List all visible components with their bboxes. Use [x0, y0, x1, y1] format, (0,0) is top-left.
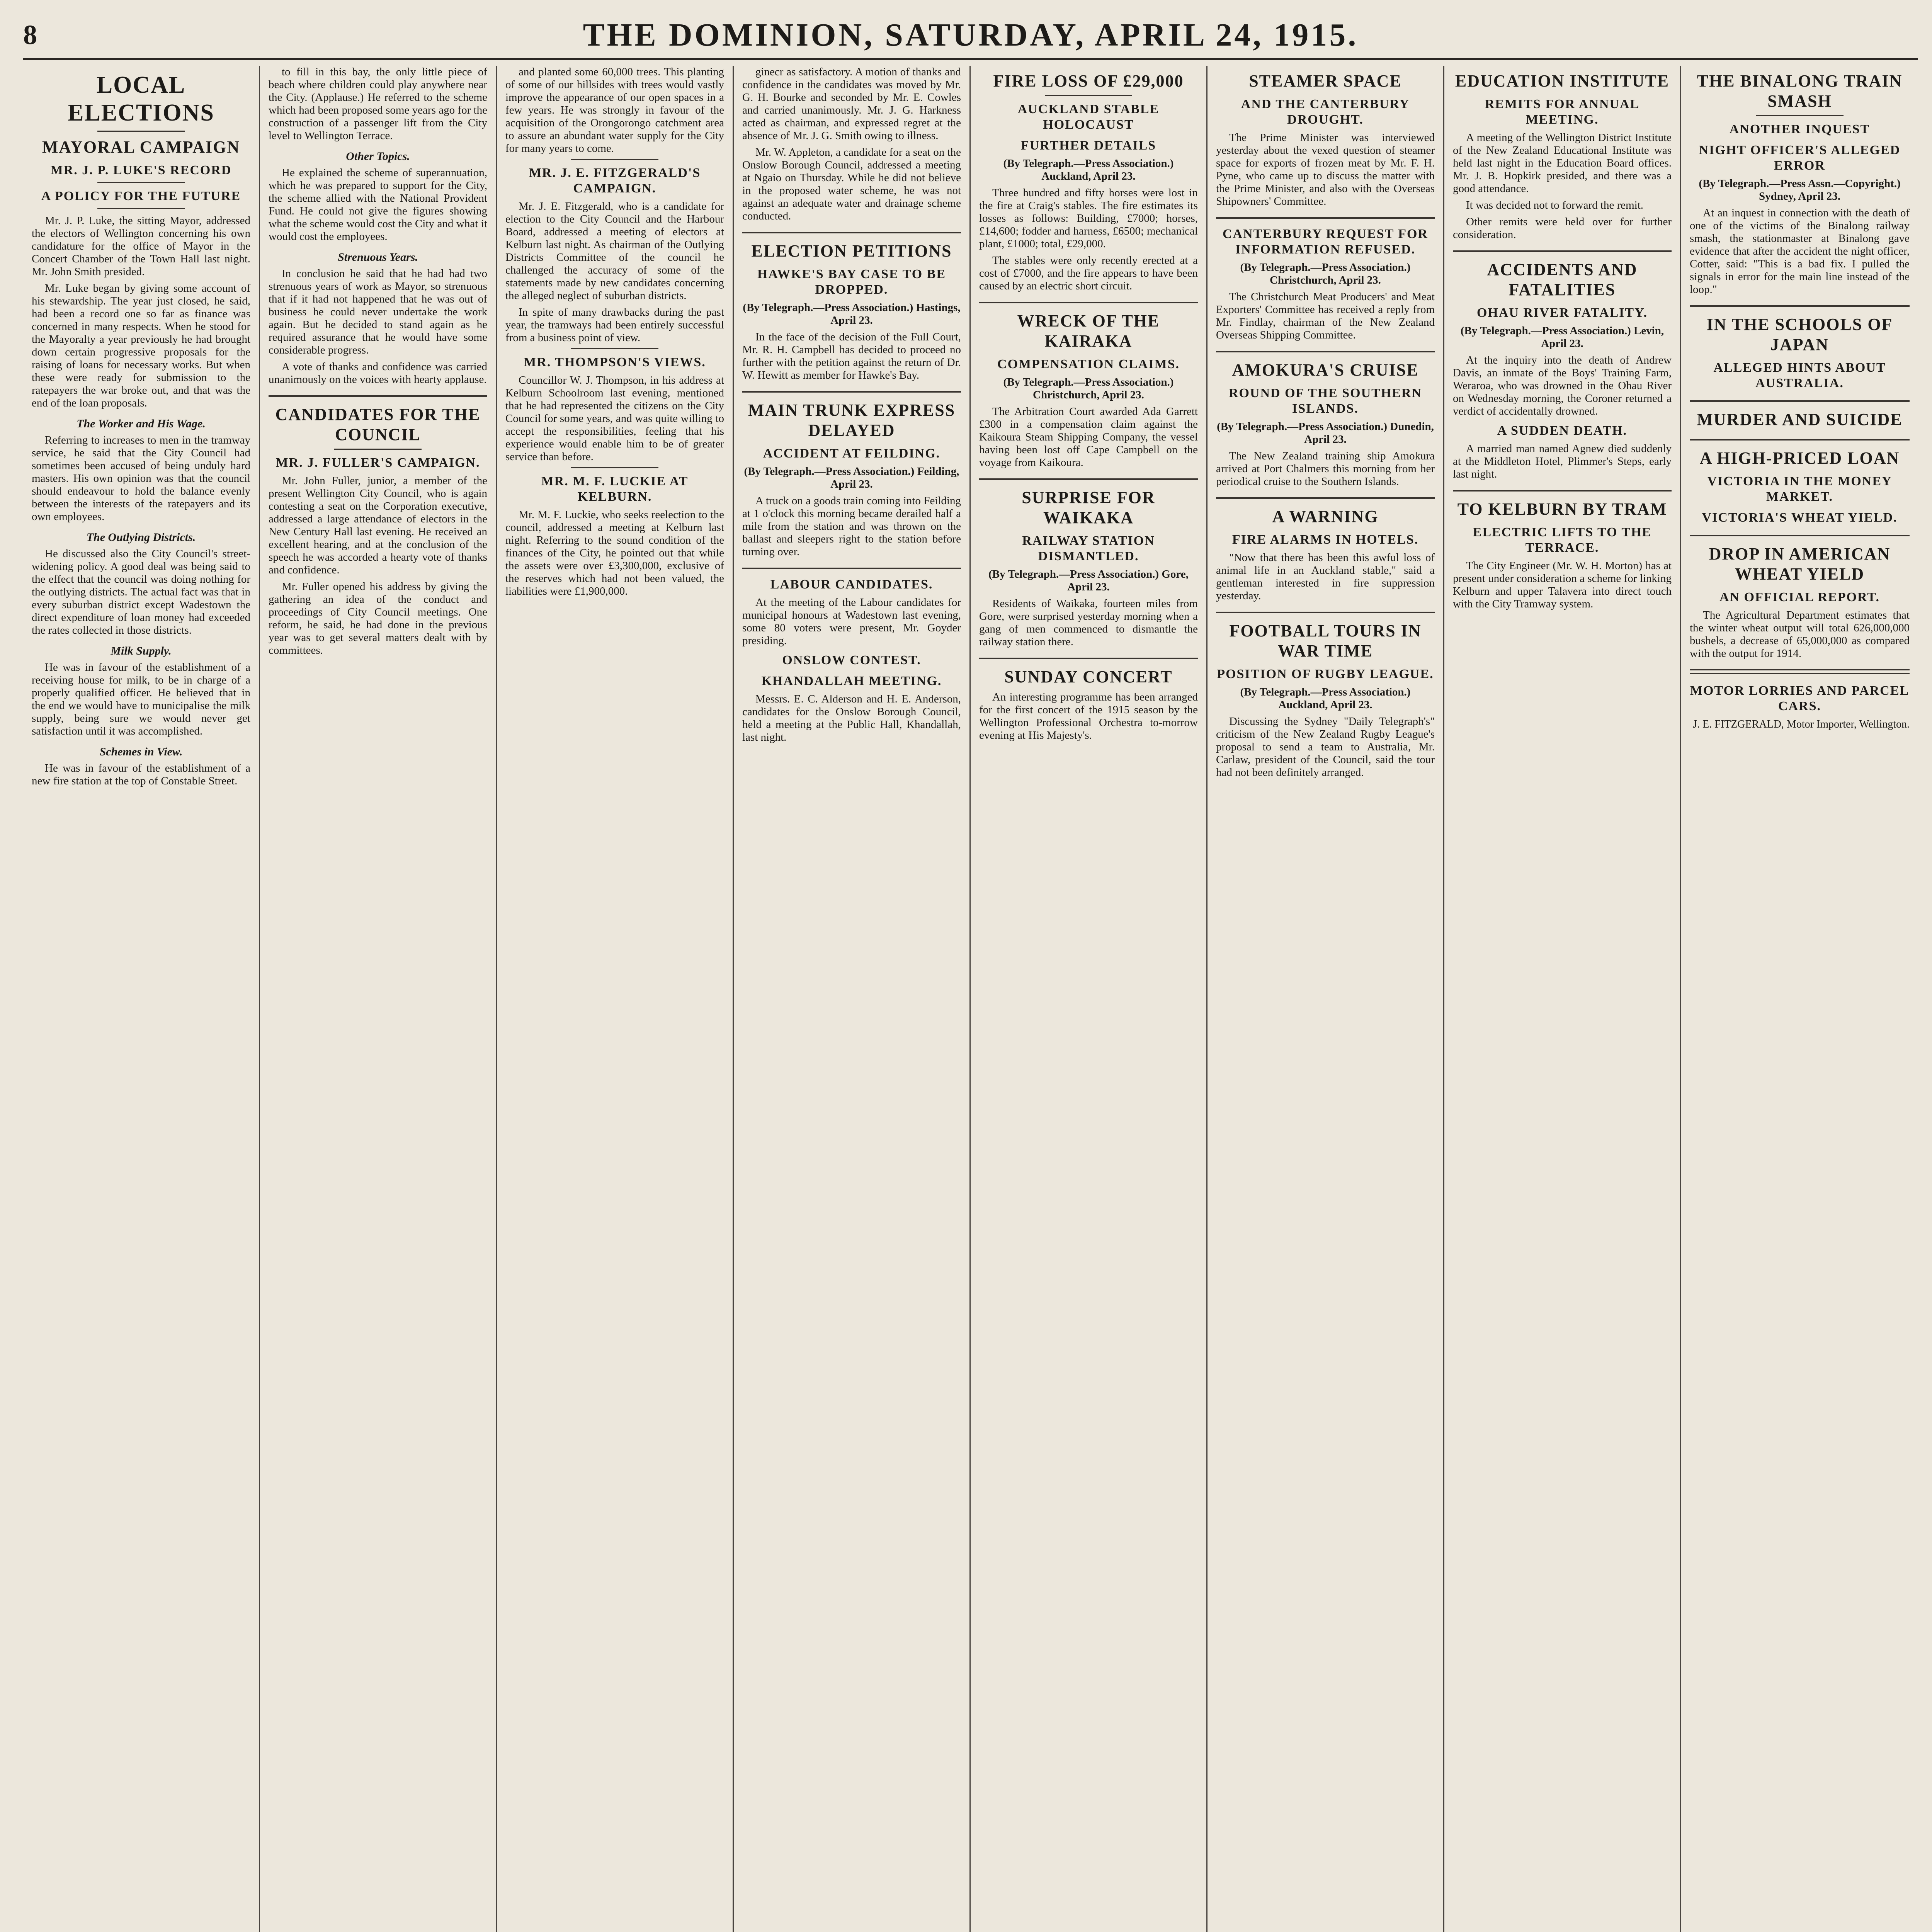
article-paragraph: ginecr as satisfactory. A motion of thanks and confidence in the candidates was moved by Mr. G. H. Bourke and seconded by Mr. E. Cowles and carried unanimously. Mr. J. G. Harkness acted as chairman, and expressed regret at the absence of Mr. J. G. Smith owing to illness.	[742, 66, 961, 142]
headline-mayoral-campaign: MAYORAL CAMPAIGN	[42, 138, 240, 156]
article-paragraph: Mr. J. E. Fitzgerald, who is a candidate for election to the City Council and the Harbour Board, addressed a meeting of electors at Kelburn last night. As chairman of the Outlying Districts Committee of the council he challenged the accuracy of some of the statements made by new candidates concerning the alleged neglect of suburban districts.	[505, 200, 724, 302]
subheadline: AN OFFICIAL REPORT.	[1719, 590, 1880, 604]
divider	[742, 232, 961, 233]
divider	[1453, 250, 1672, 252]
section-subhead: Other Topics.	[346, 150, 410, 163]
article-paragraph: He was in favour of the establishment of a new fire station at the top of Constable Street.	[32, 762, 250, 787]
subheadline: A SUDDEN DEATH.	[1497, 423, 1628, 438]
article-paragraph: The stables were only recently erected at a cost of £7000, and the fire appears to have been caused by an electric short circuit.	[979, 254, 1198, 292]
article-paragraph: In spite of many drawbacks during the past year, the tramways had been entirely successful from a business point of view.	[505, 306, 724, 344]
divider	[571, 159, 658, 160]
headline-high-priced-loan: A HIGH-PRICED LOAN	[1699, 449, 1900, 468]
article-paragraph: The Arbitration Court awarded Ada Garrett £300 in a compensation claim against the Kaikoura Steam Shipping Company, the vessel having been lost off Cape Campbell on the voyage from Kaikoura.	[979, 405, 1198, 469]
divider	[97, 182, 185, 183]
headline-binalong-smash: THE BINALONG TRAIN SMASH	[1697, 71, 1903, 111]
article-paragraph: Three hundred and fifty horses were lost in the fire at Craig's stables. The fire estimates its losses as follows: Building, £7000; horses, £14,600; fodder and harness, £6500; mechanical plant, £1000; total, £29,000.	[979, 187, 1198, 250]
divider	[979, 478, 1198, 480]
dateline: (By Telegraph.—Press Association.) Christchurch, April 23.	[1240, 261, 1411, 286]
subheadline: ANOTHER INQUEST	[1729, 122, 1870, 136]
divider	[1045, 95, 1132, 96]
article-paragraph: The Christchurch Meat Producers' and Meat Exporters' Committee has received a reply from Mr. Findlay, chairman of the New Zealand Overseas Shipping Committee.	[1216, 291, 1435, 341]
article-paragraph: At the inquiry into the death of Andrew Davis, an inmate of the Boys' Training Farm, Weraroa, who was drowned in the Ohau River on Wednesday morning, the Coroner returned a verdict of accidentally drowned.	[1453, 354, 1672, 417]
divider	[742, 568, 961, 569]
divider	[334, 449, 422, 450]
article-paragraph: Discussing the Sydney "Daily Telegraph's" criticism of the New Zealand Rugby League's proposal to send a team to Australia, Mr. Carlaw, president of the Council, said the tour had not been definitely arranged.	[1216, 715, 1435, 779]
dateline: (By Telegraph.—Press Association.) Auckland, April 23.	[1240, 686, 1411, 711]
article-paragraph: Mr. M. F. Luckie, who seeks reelection to the council, addressed a meeting at Kelburn last night. Referring to the sound condition of the finances of the City, he pointed out that while the assets were over £3,300,000, exclusive of the reserves which had not been valued, the liabilities were £1,900,000.	[505, 509, 724, 597]
headline-american-wheat: DROP IN AMERICAN WHEAT YIELD	[1709, 544, 1891, 583]
section-subhead: The Outlying Districts.	[86, 531, 196, 544]
subheadline: LABOUR CANDIDATES.	[770, 577, 933, 592]
headline-surprise-waikaka: SURPRISE FOR WAIKAKA	[1022, 488, 1155, 527]
advertisement-heading: MOTOR LORRIES AND PARCEL CARS.	[1690, 684, 1910, 713]
article-paragraph: to fill in this bay, the only little piece of beach where children could play anywhere near the City. (Applause.) He referred to the scheme which had been proposed some years ago for the construction of a passenger lift from the City level to Wellington Terrace.	[269, 66, 487, 142]
article-paragraph: At the meeting of the Labour candidates for municipal honours at Wadestown last evening, some 80 voters were present, Mr. Goyder presiding.	[742, 596, 961, 647]
subheadline: POSITION OF RUGBY LEAGUE.	[1217, 667, 1434, 681]
headline-main-trunk: MAIN TRUNK EXPRESS DELAYED	[748, 401, 956, 440]
advertisement-signature: J. E. FITZGERALD, Motor Importer, Wellington.	[1693, 718, 1910, 730]
headline-candidates-council: CANDIDATES FOR THE COUNCIL	[275, 405, 481, 444]
column-6	[1208, 66, 1444, 1932]
divider	[97, 131, 185, 132]
section-subhead: Milk Supply.	[111, 645, 172, 657]
article-paragraph: In the face of the decision of the Full Court, Mr. R. H. Campbell has decided to proceed no further with the petition against the return of Dr. W. Hewitt as member for Hawke's Bay.	[742, 331, 961, 381]
subheadline: MR. J. FULLER'S CAMPAIGN.	[276, 456, 480, 470]
article-paragraph: At an inquest in connection with the death of one of the victims of the Binalong railway smash, the stationmaster at Binalong gave evidence that after the accident the night officer, Cotter, said: "This is a bad fix. I pulled the signals in error for the main line instead of the loop."	[1690, 207, 1910, 296]
dateline: (By Telegraph.—Press Association.) Levin, April 23.	[1460, 325, 1664, 350]
article-paragraph: Councillor W. J. Thompson, in his address at Kelburn Schoolroom last evening, mentioned that he had represented the citizens on the City Council for some years, and was quite willing to accept the responsibilities, feeling that his experience would enable him to be of greater service than before.	[505, 374, 724, 463]
subheadline: FURTHER DETAILS	[1020, 138, 1156, 153]
article-paragraph: Mr. Luke began by giving some account of his stewardship. The year just closed, he said, had been a record one so far as finance was concerned in many respects. When he stood for the Mayoralty a year previously he had brought down certain progressive proposals for the raising of loans for necessary works. But when these were ready for submission to the ratepayers the war broke out, and that was the end of the loan proposals.	[32, 282, 250, 409]
divider	[97, 208, 185, 209]
divider	[1690, 535, 1910, 536]
headline-steamer-space: STEAMER SPACE	[1249, 71, 1402, 90]
divider	[1216, 351, 1435, 352]
divider	[742, 391, 961, 393]
newspaper-title: THE DOMINION, SATURDAY, APRIL 24, 1915.	[583, 17, 1359, 53]
subheadline: KHANDALLAH MEETING.	[761, 674, 942, 688]
subheadline: CANTERBURY REQUEST FOR INFORMATION REFUSED.	[1222, 227, 1429, 257]
subheadline: MR. J. E. FITZGERALD'S CAMPAIGN.	[529, 166, 701, 196]
headline-wreck-kairaka: WRECK OF THE KAIRAKA	[1017, 311, 1160, 350]
article-paragraph: A truck on a goods train coming into Feilding at 1 o'clock this morning became derailed half a mile from the station and was thrown on the ballast and sleepers right to the station before turning over.	[742, 495, 961, 558]
subheadline: VICTORIA IN THE MONEY MARKET.	[1707, 474, 1892, 504]
divider	[1216, 612, 1435, 613]
column-4	[734, 66, 971, 1932]
headline-education-institute: EDUCATION INSTITUTE	[1455, 71, 1670, 90]
article-paragraph: Mr. Fuller opened his address by giving the gathering an idea of the conduct and proceedings of City Council meetings. One reform, he said, he had done in the previous year was to get several matters dealt with by committees.	[269, 580, 487, 656]
subheadline: HAWKE'S BAY CASE TO BE DROPPED.	[757, 267, 946, 297]
headline-football-tours: FOOTBALL TOURS IN WAR TIME	[1229, 621, 1422, 660]
column-1	[23, 66, 260, 1932]
column-7	[1444, 66, 1681, 1932]
news-columns	[23, 66, 1918, 1932]
article-paragraph: The New Zealand training ship Amokura arrived at Port Chalmers this morning from her periodical cruise to the Southern Islands.	[1216, 450, 1435, 488]
article-paragraph: In conclusion he said that he had had two strenuous years of work as Mayor, so strenuous that if it had not happened that he was out of business he could never undertake the work again. But he decided to stand again as he required assurance that he would have some considerable progress.	[269, 267, 487, 356]
divider	[1690, 305, 1910, 307]
dateline: (By Telegraph.—Press Association.) Hastings, April 23.	[743, 301, 961, 327]
divider	[1690, 669, 1910, 674]
headline-sunday-concert: SUNDAY CONCERT	[1004, 667, 1173, 686]
headline-local-elections: LOCAL ELECTIONS	[68, 72, 214, 126]
article-paragraph: He was in favour of the establishment of a receiving house for milk, to be in charge of a properly qualified officer. He believed that in the end we would have to municipalise the milk supply, being sure we would never get satisfaction until it was accomplished.	[32, 661, 250, 737]
article-paragraph: Mr. J. P. Luke, the sitting Mayor, addressed the electors of Wellington concerning his own candidature for the office of Mayor in the Concert Chamber of the Town Hall last night. Mr. John Smith presided.	[32, 214, 250, 278]
headline-amokura-cruise: AMOKURA'S CRUISE	[1232, 361, 1419, 379]
article-paragraph: Residents of Waikaka, fourteen miles from Gore, were surprised yesterday morning when a gang of men commenced to dismantle the railway station there.	[979, 597, 1198, 648]
article-paragraph: A meeting of the Wellington District Institute of the New Zealand Educational Institute was held last night in the Education Board offices. Mr. J. B. Hopkirk presided, and there was a good attendance.	[1453, 131, 1672, 195]
article-paragraph: Referring to increases to men in the tramway service, he said that the City Council had sometimes been accused of being unduly hard masters. His own opinion was that the council should endeavour to hold the balance evenly between the interests of the ratepayers and its own employees.	[32, 434, 250, 523]
dateline: (By Telegraph.—Press Association.) Christchurch, April 23.	[1003, 376, 1174, 401]
divider	[1216, 497, 1435, 499]
article-paragraph: "Now that there has been this awful loss of animal life in an Auckland stable," said a gentleman interested in fire suppression yesterday.	[1216, 551, 1435, 602]
subheadline: VICTORIA'S WHEAT YIELD.	[1702, 510, 1898, 525]
article-paragraph: The City Engineer (Mr. W. H. Morton) has at present under consideration a scheme for linking Kelburn and upper Talavera into direct touch with the City Tramway system.	[1453, 560, 1672, 610]
headline-fire-loss: FIRE LOSS OF £29,000	[993, 71, 1184, 90]
subheadline: ONSLOW CONTEST.	[782, 653, 921, 667]
masthead	[23, 12, 1918, 60]
subheadline: ROUND OF THE SOUTHERN ISLANDS.	[1228, 386, 1422, 416]
article-paragraph: An interesting programme has been arranged for the first concert of the 1915 season by the Wellington Professional Orchestra to-morrow evening at His Majesty's.	[979, 691, 1198, 742]
dateline: (By Telegraph.—Press Association.) Dunedin, April 23.	[1217, 420, 1434, 446]
headline-murder-suicide: MURDER AND SUICIDE	[1697, 410, 1903, 429]
headline-schools-japan: IN THE SCHOOLS OF JAPAN	[1706, 315, 1893, 354]
article-paragraph: The Agricultural Department estimates that the winter wheat output will total 626,000,000 bushels, a decrease of 65,000,000 as compared with the output for 1914.	[1690, 609, 1910, 660]
column-8	[1681, 66, 1918, 1932]
dateline: (By Telegraph.—Press Association.) Feilding, April 23.	[744, 465, 959, 490]
article-paragraph: Mr. W. Appleton, a candidate for a seat on the Onslow Borough Council, addressed a meeting at Ngaio on Thursday. While he did not believe in the proposed water scheme, he was not against an adequate water and drainage scheme conducted.	[742, 146, 961, 222]
article-paragraph: Mr. John Fuller, junior, a member of the present Wellington City Council, who is again contesting a seat on the Corporation executive, addressed a large attendance of electors in the New Century Hall last evening. He received an excellent hearing, and at the conclusion of the speech he was accorded a hearty vote of thanks and confidence.	[269, 474, 487, 576]
subheadline: OHAU RIVER FATALITY.	[1476, 306, 1648, 320]
subheadline: REMITS FOR ANNUAL MEETING.	[1485, 97, 1640, 127]
subheadline: AUCKLAND STABLE HOLOCAUST	[1017, 102, 1160, 132]
article-paragraph: It was decided not to forward the remit.	[1466, 199, 1644, 211]
headline-accidents-fatalities: ACCIDENTS AND FATALITIES	[1487, 260, 1638, 299]
article-paragraph: He explained the scheme of superannuation, which he was prepared to support for the City, the scheme allied with the National Provident Fund. He could not give the figures showing what the scheme would cost the City and what it would cost the employees.	[269, 167, 487, 243]
section-subhead: Schemes in View.	[99, 745, 183, 758]
subheadline: MR. J. P. LUKE'S RECORD	[50, 163, 232, 177]
divider	[1690, 439, 1910, 440]
column-2	[260, 66, 497, 1932]
divider	[571, 348, 658, 349]
article-paragraph: Other remits were held over for further consideration.	[1453, 216, 1672, 241]
subheadline: ACCIDENT AT FEILDING.	[763, 446, 940, 461]
dateline: (By Telegraph.—Press Association.) Gore, April 23.	[988, 568, 1189, 593]
divider	[269, 395, 487, 397]
headline-a-warning: A WARNING	[1272, 507, 1379, 526]
subheadline: ALLEGED HINTS ABOUT AUSTRALIA.	[1713, 361, 1886, 390]
subheadline: MR. M. F. LUCKIE AT KELBURN.	[541, 474, 689, 504]
section-subhead: The Worker and His Wage.	[77, 417, 206, 430]
subheadline: ELECTRIC LIFTS TO THE TERRACE.	[1473, 525, 1652, 555]
divider	[1453, 490, 1672, 492]
section-subhead: Strenuous Years.	[338, 251, 418, 264]
article-paragraph: and planted some 60,000 trees. This planting of some of our hillsides with trees would vastly improve the appearance of our open spaces in a few years. He was strongly in favour of the acquisition of the Orongorongo catchment area to assure an abundant water supply for the City for many years to come.	[505, 66, 724, 155]
divider	[979, 658, 1198, 659]
subheadline: NIGHT OFFICER'S ALLEGED ERROR	[1699, 143, 1901, 173]
subheadline: RAILWAY STATION DISMANTLED.	[1022, 534, 1155, 563]
article-paragraph: A married man named Agnew died suddenly at the Middleton Hotel, Plimmer's Steps, early last night.	[1453, 442, 1672, 480]
subheadline: A POLICY FOR THE FUTURE	[41, 189, 241, 203]
headline-election-petitions: ELECTION PETITIONS	[751, 242, 952, 260]
article-paragraph: He discussed also the City Council's street-widening policy. A good deal was being said to the effect that the council was doing nothing for the outlying districts. The actual fact was that in every suburban district except Wadestown the direct expenditure of loan money had exceeded the rates collected in those districts.	[32, 548, 250, 636]
column-3	[497, 66, 734, 1932]
divider	[979, 302, 1198, 303]
subheadline: FIRE ALARMS IN HOTELS.	[1232, 532, 1419, 547]
divider	[1690, 400, 1910, 402]
subheadline: AND THE CANTERBURY DROUGHT.	[1241, 97, 1410, 127]
article-paragraph: The Prime Minister was interviewed yesterday about the vexed question of steamer space for exports of frozen meat by Mr. F. H. Pyne, who came up to discuss the matter with the Prime Minister, and also with the Overseas Shipowners' Committee.	[1216, 131, 1435, 207]
article-paragraph: Messrs. E. C. Alderson and H. E. Anderson, candidates for the Onslow Borough Council, held a meeting at the Public Hall, Khandallah, last night.	[742, 693, 961, 743]
article-paragraph: A vote of thanks and confidence was carried unanimously on the voices with hearty applause.	[269, 361, 487, 386]
headline-kelburn-tram: TO KELBURN BY TRAM	[1457, 500, 1667, 519]
column-5	[971, 66, 1208, 1932]
subheadline: COMPENSATION CLAIMS.	[997, 357, 1180, 371]
divider	[1756, 115, 1844, 116]
divider	[1216, 217, 1435, 219]
dateline: (By Telegraph.—Press Assn.—Copyright.) Sydney, April 23.	[1699, 177, 1901, 202]
subheadline: MR. THOMPSON'S VIEWS.	[524, 355, 706, 369]
divider	[571, 467, 658, 468]
page-number: 8	[23, 19, 37, 50]
dateline: (By Telegraph.—Press Association.) Auckland, April 23.	[1003, 157, 1174, 182]
